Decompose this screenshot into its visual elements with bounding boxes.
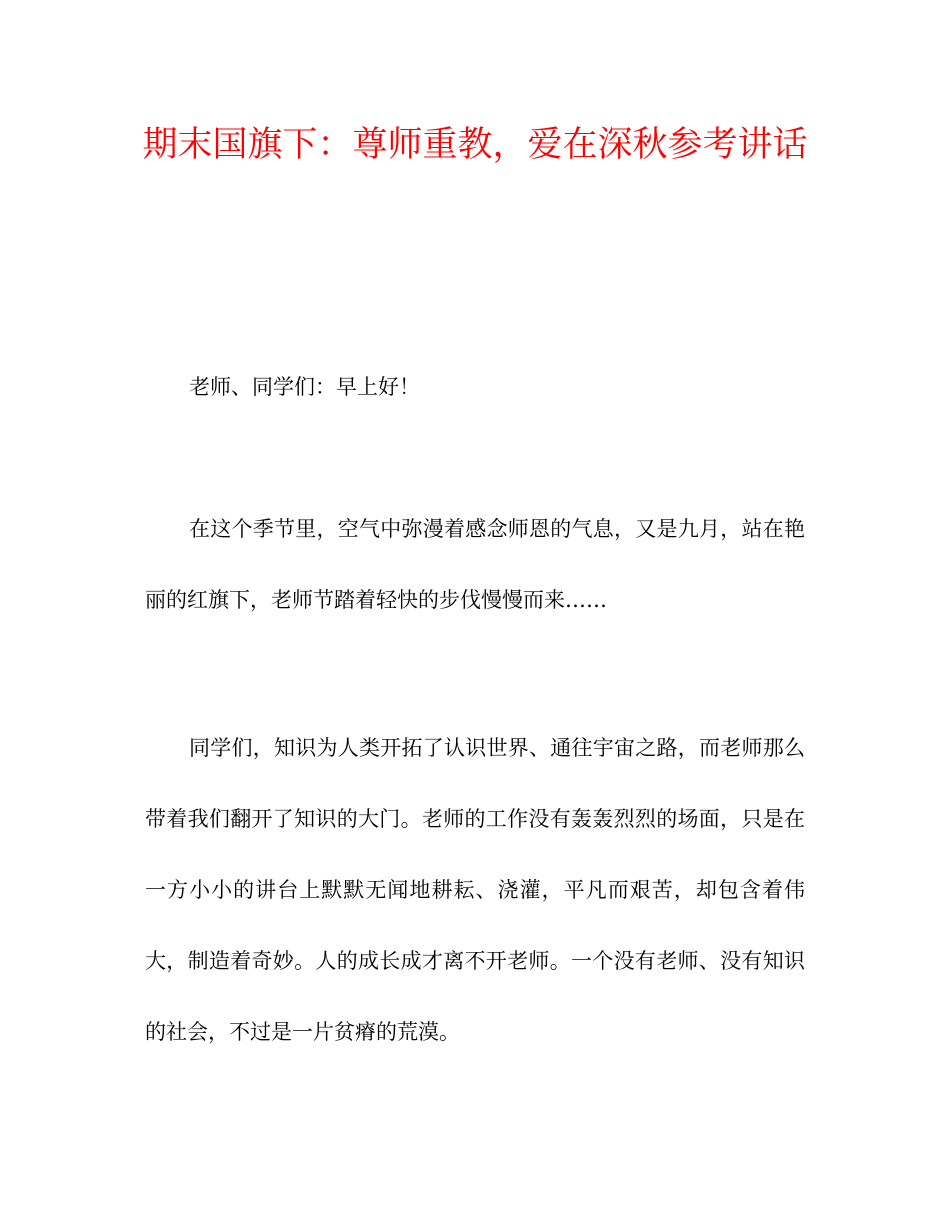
greeting-paragraph: 老师、同学们：早上好！ [189,375,420,399]
body-paragraph: 在这个季节里，空气中弥漫着感念师恩的气息，又是九月，站在艳丽的红旗下，老师节踏着轻快的步伐慢慢而来…… [145,517,805,612]
body-paragraph: 同学们，知识为人类开拓了认识世界、通往宇宙之路，而老师那么带着我们翻开了知识的大门。老师的工作没有轰轰烈烈的场面，只是在一方小小的讲台上默默无闻地耕耘、浇灌，平凡而艰苦，却包含着伟大，制造着奇妙。人的成长成才离不开老师。一个没有老师、没有知识的社会，不过是一片贫瘠的荒漠。 [145,736,805,1044]
document-title: 期末国旗下：尊师重教，爱在深秋参考讲话 [142,125,808,165]
